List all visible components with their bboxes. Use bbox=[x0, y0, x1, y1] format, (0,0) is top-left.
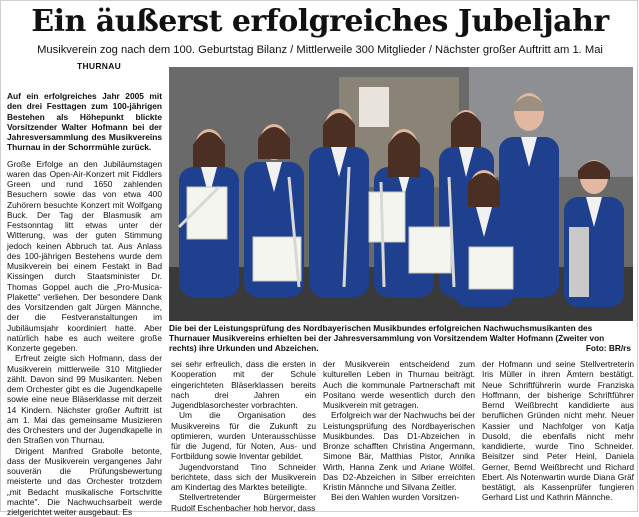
dateline: THURNAU bbox=[77, 61, 121, 71]
article-paragraph: Erfolgreich war der Nachwuchs bei der Leistungsprüfung des Nordbayerischen Musikbundes. Das D1-Abzeichen in Bronze schafften Christina Angermann, Simone Bär, Matthias Pistor, Annika Wirth, Hanna Zenk und Ariane Wölfel. Das D2-Abzeichen in Silber erreichten Kristin Männche und Silvana Zeitler. bbox=[323, 410, 475, 492]
article-paragraph: der Musikverein entscheidend zum kulturellen Leben in Thurnau beiträgt. Auch die kommunale Partnerschaft mit Positano werde wesentlich durch den Musikverein mit getragen. bbox=[323, 359, 475, 410]
photo-caption: Die bei der Leistungsprüfung des Nordbayerischen Musikbundes erfolgreichen Nachwuchsmusikanten des Thurnauer Musikvereins erhielten bei der Jahresversammlung von Vorsitzendem Walter Hofmann (Zweiter von rechts) ihre Urkunden und Abzeichen. bbox=[169, 323, 633, 353]
article-paragraph: der Hofmann und seine Stellvertreterin Iris Müller in ihren Ämtern bestätigt. Neue Schriftführerin wurde Franziska Hoffmann, der bisherige Schriftführer Bernd Weißbrecht kandidierte aus beruflichen Gründen nicht mehr. Neuer Kassier und Nachfolger von Katja Dusold, die ebenfalls nicht mehr kandidierte, wurde Tino Schneider. Beisitzer sind Peter Heinl, Daniela Gerner, Bernd Weißbrecht und Richard Ebert. Als Notenwartin wurde Diana Gräf bestätigt, als Kassenprüfer fungieren Gerhard List und Kathrin Männche. bbox=[482, 359, 634, 503]
photo-credit: Foto: BR/rs bbox=[586, 343, 631, 353]
article-column-2 bbox=[171, 359, 316, 509]
lead-paragraph: Auf ein erfolgreiches Jahr 2005 mit den drei Festtagen zum 100-jährigen Bestehen als Höhepunkt blickte Vorsitzender Walter Hofmann bei der Jahresversammlung des Musikvereins Thurnau in der Schorrmühle zurück. bbox=[7, 91, 162, 153]
article-paragraph: Jugendvorstand Tino Schneider berichtete, dass sich der Musikverein am Kindertag des Marktes beteiligte. bbox=[171, 462, 316, 493]
article-paragraph: Große Erfolge an den Jubiläumstagen waren das Open-Air-Konzert mit Fiddlers Green und rund 1650 zahlenden Besuchern sowie das von etwa 400 Zuhörern besuchte Konzert mit Wolfgang Buck. Der Tag der Blasmusik am Festsonntag litt etwas unter der Witterung, was der guten Stimmung jedoch keinen Abbruch tat. Aus Anlass des 100-jährigen Bestehens wurde dem Musikverein bei einem Festakt in Bad Kissingen durch Staatsminister Dr. Thomas Goppel auch die „Pro-Musica-Plakette" verliehen. Der besondere Dank des Vorsitzenden galt Jürgen Männche, der die Festveranstaltungen im Jubiläumsjahr koordiniert hatte. Aber natürlich habe es auch weitere große Konzerte gegeben. bbox=[7, 159, 162, 354]
article-paragraph: Stellvertretender Bürgermeister Rudolf Eschenbacher hob hervor, dass bbox=[171, 492, 316, 513]
article-column-4 bbox=[482, 359, 634, 509]
article-paragraph: Bei den Wahlen wurden Vorsitzen- bbox=[323, 492, 475, 502]
group-photo bbox=[169, 67, 633, 321]
article-paragraph: Erfreut zeigte sich Hofmann, dass der Musikverein mittlerweile 310 Mitglieder zählt. Davon sind 99 Musikanten. Neben dem Orchester gibt es die Jugendkapelle sowie eine neue Bläserklasse mit derzeit 14 Kindern. Nächster großer Auftritt ist am 1. Mai das gemeinsame Musizieren des Orchesters und der Jugendkapelle in den Straßen von Thurnau. bbox=[7, 353, 162, 445]
article-column-3 bbox=[323, 359, 475, 509]
subheadline: Musikverein zog nach dem 100. Geburtstag Bilanz / Mittlerweile 300 Mitglieder / Nächster großer Auftritt am 1. Mai bbox=[1, 43, 639, 57]
article-paragraph: Um die Organisation des Musikvereins für die Zukunft zu optimieren, wurden Unterausschüsse für die Jugend, für Noten, Aus- und Fortbildung sowie Inventar gebildet. bbox=[171, 410, 316, 461]
article-column-1 bbox=[7, 91, 162, 507]
article-paragraph: sei sehr erfreulich, dass die ersten in Kooperation mit der Schule eingerichteten Bläserklassen bereits nach drei Jahren ein Jugendblasorchester vorbrachten. bbox=[171, 359, 316, 410]
headline: Ein äußerst erfolgreiches Jubeljahr bbox=[1, 4, 639, 40]
article-paragraph: Dirigent Manfred Grabolle betonte, dass der Musikverein vergangenes Jahr souverän die Prüfungsbewertung meisterte und das Orchester trotzdem „mit Bedacht musikalische Fortschritte machte". Die Nachwuchsarbeit werde zielgerichtet weiter ausgebaut. Es bbox=[7, 446, 162, 517]
